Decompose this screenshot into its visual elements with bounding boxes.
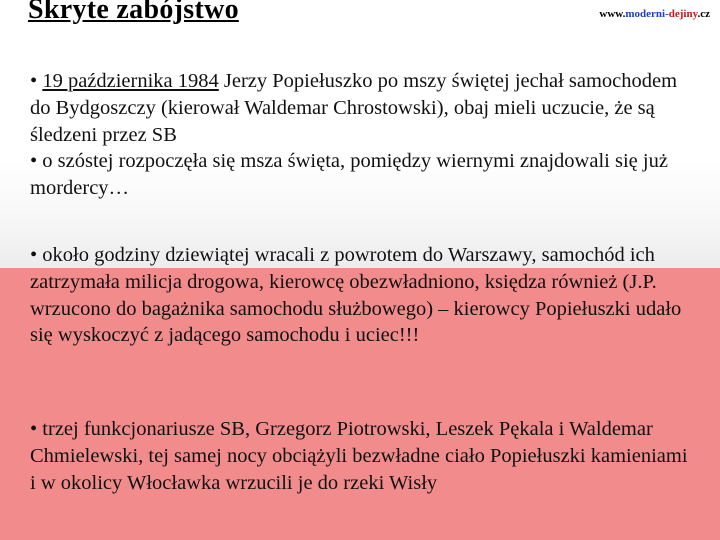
paragraph-journey bbox=[30, 68, 698, 148]
website-link-prefix: www. bbox=[599, 8, 626, 20]
bullet: • bbox=[30, 70, 38, 92]
date-text: 19 października 1984 bbox=[42, 70, 219, 92]
text-block-journey bbox=[30, 68, 698, 202]
website-link-red-part: dejiny bbox=[668, 8, 698, 20]
paragraph-abduction: • około godziny dziewiątej wracali z powrotem do Warszawy, samochód ich zatrzymała milicja drogowa, kierowcę obezwładniono, księdza również (J.P. wrzucono do bagażnika samochodu służbowego) – kierowcy Popiełuszki udało się wyskoczyć z jadącego samochodu i uciec!!! bbox=[30, 244, 682, 347]
text-block-abduction bbox=[30, 242, 698, 349]
paragraph-journey-text: Jerzy Popiełuszko po mszy świętej jechał samochodem do Bydgoszczy (kierował Waldemar Chrostowski), obaj mieli uczucie, że są śledzeni przez SB bbox=[30, 70, 678, 146]
paragraph-murder: • trzej funkcjonariusze SB, Grzegorz Piotrowski, Leszek Pękala i Waldemar Chmielewski, tej samej nocy obciążyli bezwładne ciało Popiełuszki kamieniami i w okolicy Włocławka wrzucili je do rzeki Wisły bbox=[30, 418, 688, 494]
paragraph-mass: • o szóstej rozpoczęła się msza święta, pomiędzy wiernymi znajdowali się już mordercy… bbox=[30, 150, 668, 200]
slide-title: Skryte zabójstwo bbox=[28, 0, 239, 25]
text-block-murder bbox=[30, 416, 698, 496]
website-link-suffix: .cz bbox=[697, 8, 710, 20]
website-link[interactable] bbox=[599, 8, 710, 20]
website-link-blue-part: moderni- bbox=[625, 8, 669, 20]
